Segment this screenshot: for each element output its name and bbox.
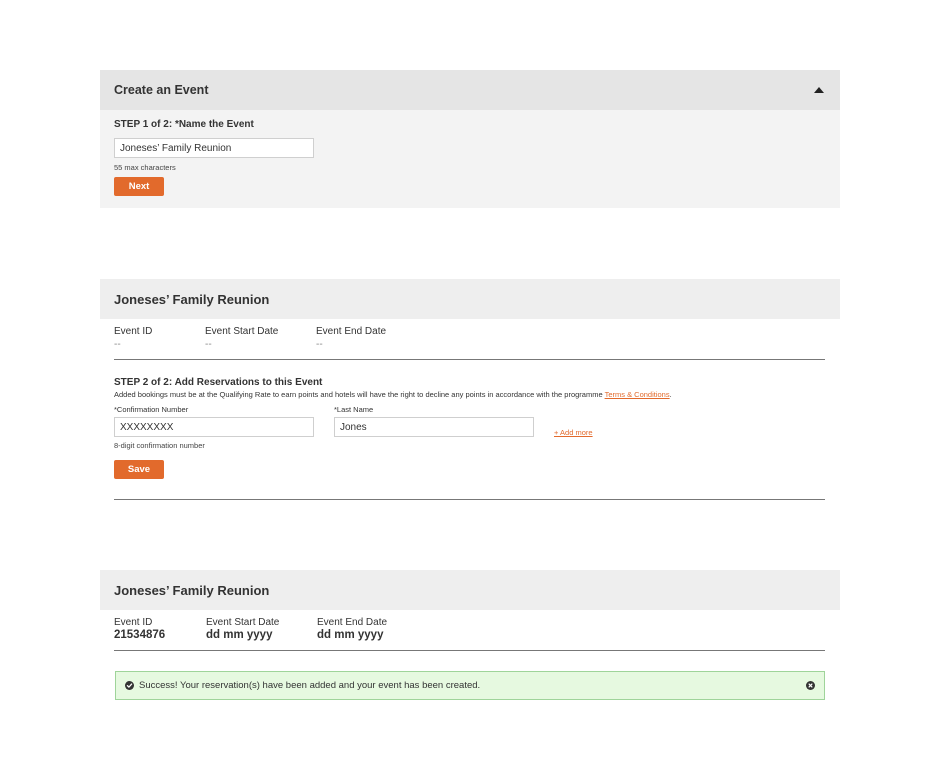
add-more-link[interactable]: + Add more xyxy=(554,428,593,437)
event-start-value: dd mm yyyy xyxy=(206,629,273,641)
event-end-value: dd mm yyyy xyxy=(317,629,384,641)
confirmation-number-label: *Confirmation Number xyxy=(114,405,189,414)
event-id-column xyxy=(114,617,206,641)
max-characters-hint: 55 max characters xyxy=(114,163,176,172)
divider xyxy=(114,650,825,651)
close-circle-icon[interactable] xyxy=(806,681,815,690)
next-button[interactable]: Next xyxy=(114,177,164,196)
success-message: Success! Your reservation(s) have been added and your event has been created. xyxy=(139,680,481,691)
step-1-label: STEP 1 of 2: *Name the Event xyxy=(114,119,254,130)
notice-text: Added bookings must be at the Qualifying Rate to earn points and hotels will have the right to decline any points in accordance with the programme xyxy=(114,390,603,399)
event-id-label: Event ID xyxy=(114,326,153,337)
last-name-field xyxy=(334,405,534,437)
notice-end: . xyxy=(669,390,672,399)
event-start-label: Event Start Date xyxy=(205,326,279,337)
check-circle-icon xyxy=(125,681,134,690)
save-button[interactable]: Save xyxy=(114,460,164,479)
add-more-wrap xyxy=(554,422,593,440)
success-alert xyxy=(115,671,825,700)
create-event-body xyxy=(100,110,840,208)
confirmation-field xyxy=(114,405,314,450)
terms-conditions-link[interactable]: Terms & Conditions xyxy=(604,390,670,399)
create-event-header xyxy=(100,70,840,110)
event-end-value: -- xyxy=(316,339,323,350)
divider xyxy=(114,499,825,500)
reservation-header xyxy=(100,279,840,319)
event-id-value: 21534876 xyxy=(114,629,166,641)
event-start-value: -- xyxy=(205,339,212,350)
last-name-label: *Last Name xyxy=(334,405,374,414)
qualifying-rate-notice xyxy=(114,390,825,399)
success-meta-row xyxy=(114,617,387,641)
create-event-panel xyxy=(100,70,840,208)
reservation-panel xyxy=(100,279,840,319)
event-end-column xyxy=(316,326,386,350)
event-id-column xyxy=(114,326,205,350)
reservation-event-title: Joneses’ Family Reunion xyxy=(114,291,270,307)
event-end-column xyxy=(317,617,387,641)
event-id-value: -- xyxy=(114,339,121,350)
event-start-label: Event Start Date xyxy=(206,617,280,628)
create-event-title: Create an Event xyxy=(114,83,209,97)
confirmation-number-hint: 8-digit confirmation number xyxy=(114,441,205,450)
success-alert-content xyxy=(125,680,480,691)
caret-up-icon[interactable] xyxy=(814,87,824,93)
reservation-form xyxy=(114,377,825,399)
divider xyxy=(114,359,825,360)
success-header xyxy=(100,570,840,610)
success-event-title: Joneses’ Family Reunion xyxy=(114,582,270,598)
event-end-label: Event End Date xyxy=(317,617,388,628)
confirmation-number-input[interactable] xyxy=(114,417,314,437)
reservation-meta-row xyxy=(114,326,386,350)
event-name-input[interactable] xyxy=(114,138,314,158)
event-start-column xyxy=(205,326,316,350)
event-end-label: Event End Date xyxy=(316,326,387,337)
event-start-column xyxy=(206,617,317,641)
last-name-input[interactable] xyxy=(334,417,534,437)
success-panel xyxy=(100,570,840,610)
event-id-label: Event ID xyxy=(114,617,153,628)
step-2-label: STEP 2 of 2: Add Reservations to this Event xyxy=(114,377,323,388)
